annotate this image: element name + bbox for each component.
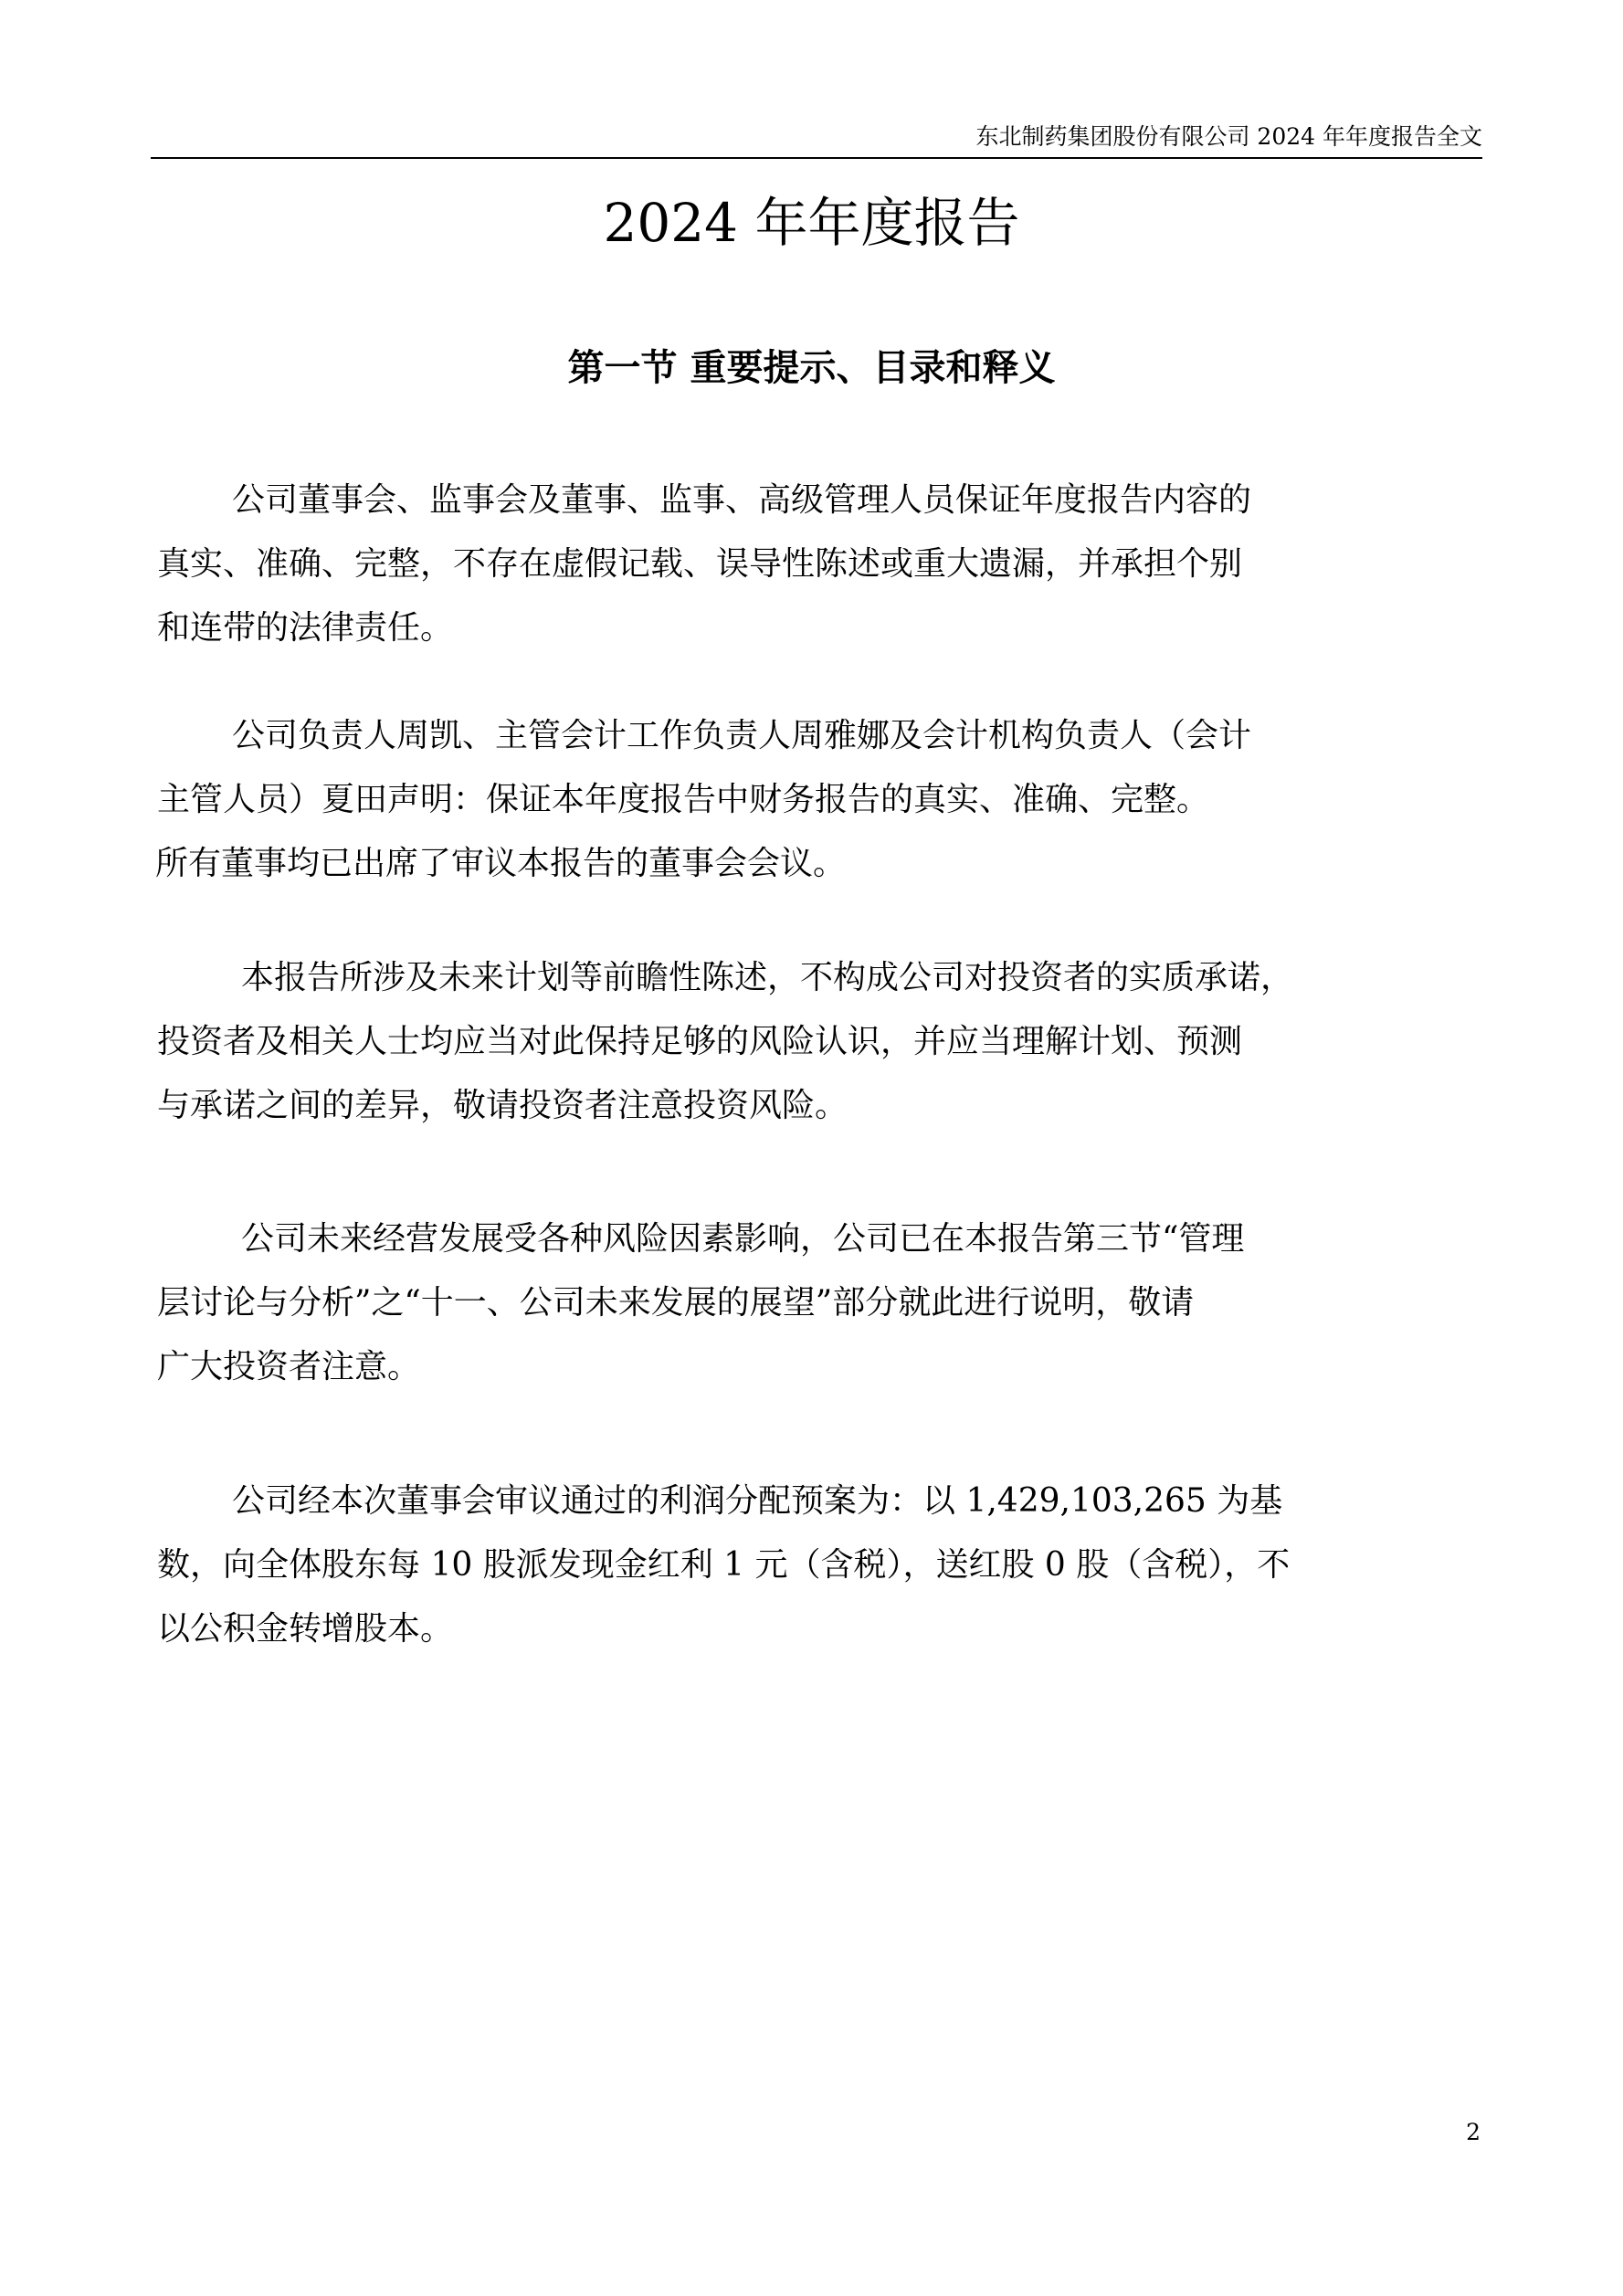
- paragraph-line: 真实、准确、完整，不存在虚假记载、误导性陈述或重大遗漏，并承担个别: [157, 545, 1243, 583]
- paragraph-responsibility-statement: [157, 469, 1458, 660]
- paragraph-profit-distribution: [157, 1469, 1458, 1661]
- page-number: 2: [1466, 2119, 1481, 2145]
- running-header: [151, 108, 1482, 159]
- paragraph-line: 公司经本次董事会审议通过的利润分配预案为：以 1,429,103,265 为基: [232, 1482, 1283, 1520]
- report-title: 2024 年年度报告: [603, 192, 1020, 254]
- paragraph-line: 公司董事会、监事会及董事、监事、高级管理人员保证年度报告内容的: [232, 481, 1252, 519]
- paragraph-line: 公司负责人周凯、主管会计工作负责人周雅娜及会计机构负责人（会计: [232, 717, 1252, 754]
- paragraph-line: 主管人员）夏田声明：保证本年度报告中财务报告的真实、准确、完整。: [157, 781, 1210, 818]
- paragraph-line: 本报告所涉及未来计划等前瞻性陈述，不构成公司对投资者的实质承诺，: [241, 959, 1294, 996]
- paragraph-line: 公司未来经营发展受各种风险因素影响，公司已在本报告第三节“管理: [241, 1220, 1245, 1258]
- paragraph-forward-looking-statement: [157, 946, 1458, 1138]
- paragraph-line: 与承诺之间的差异，敬请投资者注意投资风险。: [157, 1087, 848, 1124]
- paragraph-line: 和连带的法律责任。: [157, 609, 454, 647]
- paragraph-line: 所有董事均已出席了审议本报告的董事会会议。: [155, 845, 847, 882]
- paragraph-officers-declaration: [157, 704, 1458, 896]
- paragraph-risk-notice: [157, 1207, 1458, 1399]
- running-header-title: 东北制药集团股份有限公司 2024 年年度报告全文: [975, 123, 1482, 150]
- paragraph-line: 以公积金转增股本。: [157, 1610, 454, 1648]
- paragraph-line: 数，向全体股东每 10 股派发现金红利 1 元（含税），送红股 0 股（含税），不: [157, 1546, 1291, 1584]
- paragraph-line: 广大投资者注意。: [157, 1348, 421, 1385]
- section-heading: 第一节 重要提示、目录和释义: [567, 347, 1056, 389]
- paragraph-line: 层讨论与分析”之“十一、公司未来发展的展望”部分就此进行说明，敬请: [157, 1284, 1195, 1322]
- paragraph-line: 投资者及相关人士均应当对此保持足够的风险认识，并应当理解计划、预测: [157, 1023, 1243, 1060]
